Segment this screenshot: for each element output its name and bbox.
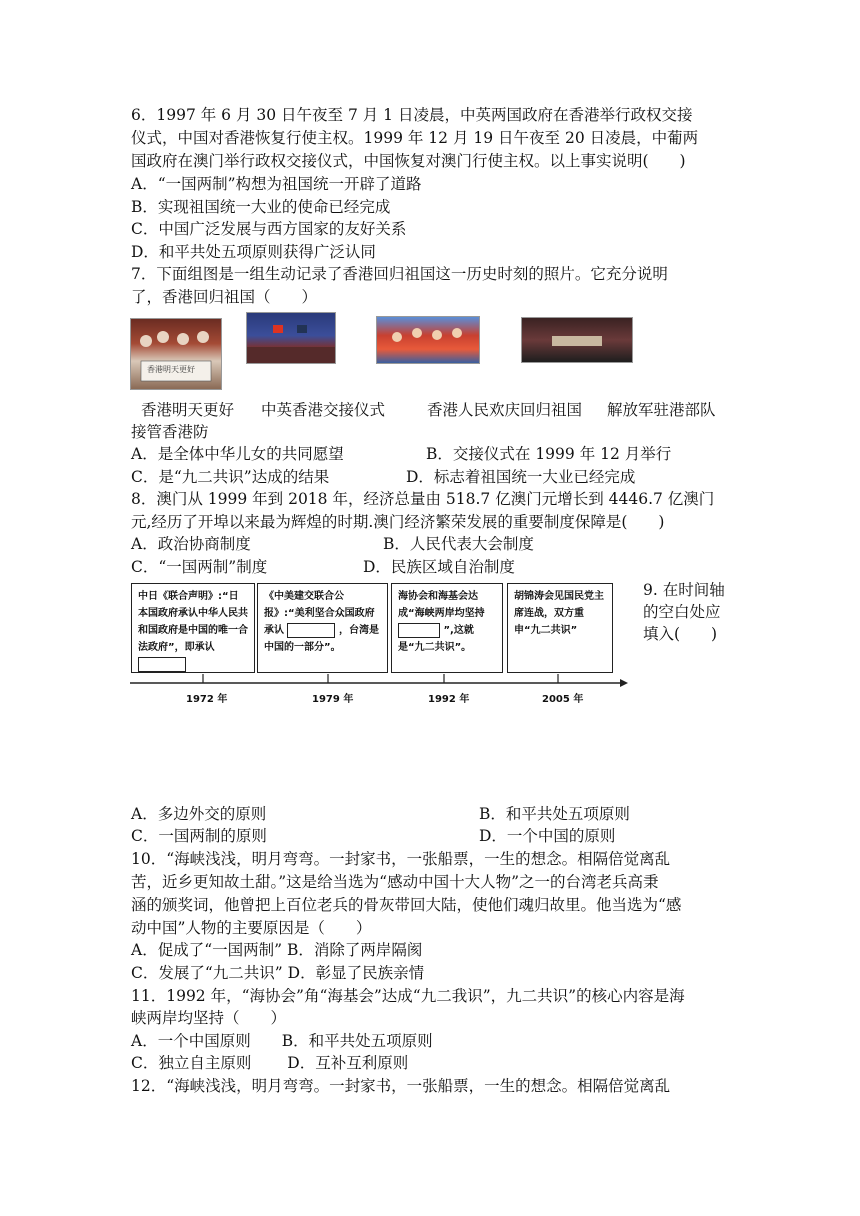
timeline-blank-1992 <box>398 623 440 638</box>
q11-options-row-1: A．一个中国原则 B．和平共处五项原则 <box>131 1032 433 1050</box>
q9-options-row-1 <box>131 803 630 825</box>
photo-sign-text: 香港明天更好 <box>147 365 195 374</box>
q12-stem-line-1: 12．“海峡浅浅，明月弯弯。一封家书，一张船票，一生的想念。相隔倍觉离乱 <box>131 1077 671 1095</box>
timeline-year-1992: 1992 年 <box>428 694 470 705</box>
caption-pla-hk-garrison: 解放军驻港部队 <box>607 401 716 419</box>
q8-stem-line-1: 8．澳门从 1999 年到 2018 年，经济总量由 518.7 亿澳门元增长到 4446.7 亿澳门 <box>131 490 715 508</box>
photo-handover-ceremony-illustration <box>247 313 335 363</box>
q7-option-a: A．是全体中华儿女的共同愿望 <box>131 445 344 463</box>
q6-stem-line-3: 国政府在澳门举行政权交接仪式，中国恢复对澳门行使主权。以上事实说明( ) <box>131 152 686 170</box>
q8-option-a: A．政治协商制度 <box>131 535 251 553</box>
q10-stem-line-2: 苦，近乡更知故土甜。”这是给当选为“感动中国十大人物”之一的台湾老兵高秉 <box>131 873 659 891</box>
timeline-blank-1972 <box>138 657 186 672</box>
timeline-box-2005 <box>507 583 613 673</box>
q8-stem-line-2: 元,经历了开埠以来最为辉煌的时期.澳门经济繁荣发展的重要制度保障是( ) <box>131 513 665 531</box>
q9-options-row-2 <box>131 825 616 847</box>
photo-hk-tomorrow-better-illustration <box>131 319 221 389</box>
caption-hk-tomorrow-better: 香港明天更好 <box>141 401 235 419</box>
timeline-2005-text: 胡锦涛会见国民党主席连战，双方重申“九二共识” <box>514 591 604 636</box>
q9-option-c: C．一国两制的原则 <box>131 827 267 845</box>
q7-options-row-1 <box>131 443 672 465</box>
caption-handover-ceremony: 中英香港交接仪式 <box>261 401 386 419</box>
q10-options-row-2: C．发展了“九二共识” D．彰显了民族亲情 <box>131 964 425 982</box>
q10-stem-line-1: 10．“海峡浅浅，明月弯弯。一封家书，一张船票，一生的想念。相隔倍觉离乱 <box>131 850 671 868</box>
q10-stem-line-3: 涵的颁奖词，他曾把上百位老兵的骨灰带回大陆，使他们魂归故里。他当选为“感 <box>131 896 682 914</box>
q9-option-b: B．和平共处五项原则 <box>479 805 630 823</box>
q7-stem-line-2: 了，香港回归祖国（ ） <box>131 288 318 306</box>
q6-option-d: D．和平共处五项原则获得广泛认同 <box>131 243 376 261</box>
timeline-year-2005: 2005 年 <box>542 694 584 705</box>
q8-options-row-1 <box>131 533 534 555</box>
photo-pla-hk-garrison <box>521 317 633 363</box>
photo-handover-ceremony <box>246 312 336 364</box>
q8-options-row-2 <box>131 556 515 578</box>
timeline-blank-1979 <box>287 623 335 638</box>
q6-stem-line-1: 6．1997 年 6 月 30 日午夜至 7 月 1 日凌晨，中英两国政府在香港举行政权交接 <box>131 106 693 124</box>
caption-continuation: 接管香港防 <box>131 423 209 441</box>
q7-options-row-2 <box>131 466 636 488</box>
q9-stem-line-2: 的空白处应 <box>643 603 721 621</box>
timeline-year-1979: 1979 年 <box>312 694 354 705</box>
q10-options-row-1: A．促成了“一国两制” B．消除了两岸隔阂 <box>131 941 423 959</box>
q8-option-d: D．民族区域自治制度 <box>363 558 515 576</box>
timeline-year-1972: 1972 年 <box>186 694 228 705</box>
timeline-box-1992 <box>391 583 503 673</box>
timeline-1972-text: 中日《联合声明》:“日本国政府承认中华人民共和国政府是中国的唯一合法政府”，即承认 <box>138 591 248 653</box>
photo-hk-tomorrow-better <box>130 318 222 390</box>
q8-option-c: C．“一国两制”制度 <box>131 558 268 576</box>
photo-hk-people-celebrate-illustration <box>377 317 479 363</box>
q10-stem-line-4: 动中国”人物的主要原因是（ ） <box>131 919 372 937</box>
q7-option-d: D．标志着祖国统一大业已经完成 <box>406 468 636 486</box>
q9-option-a: A．多边外交的原则 <box>131 805 267 823</box>
q6-stem-line-2: 仪式，中国对香港恢复行使主权。1999 年 12 月 19 日午夜至 20 日凌晨，中葡两 <box>131 129 699 147</box>
q8-option-b: B．人民代表大会制度 <box>383 535 534 553</box>
q6-option-b: B．实现祖国统一大业的使命已经完成 <box>131 198 391 216</box>
timeline-box-1972 <box>131 583 255 673</box>
caption-hk-people-celebrate: 香港人民欢庆回归祖国 <box>427 401 583 419</box>
photo-pla-hk-garrison-illustration <box>522 318 632 362</box>
q7-option-b: B．交接仪式在 1999 年 12 月举行 <box>426 445 672 463</box>
q11-stem-line-2: 峡两岸均坚持（ ） <box>131 1009 287 1027</box>
timeline-1979-text-after: ，台湾是中国的一部分”。 <box>264 625 379 653</box>
q6-option-c: C．中国广泛发展与西方国家的友好关系 <box>131 220 407 238</box>
timeline-box-1979 <box>257 583 388 673</box>
q7-stem-line-1: 7．下面组图是一组生动记录了香港回归祖国这一历史时刻的照片。它充分说明 <box>131 265 668 283</box>
timeline-1992-text-before: 海协会和海基会达成“海峡两岸均坚持 <box>398 591 485 619</box>
photo-hk-people-celebrate <box>376 316 480 364</box>
q9-stem-line-1: 9. 在时间轴 <box>643 581 725 599</box>
timeline-axis <box>128 672 633 692</box>
q11-stem-line-1: 11．1992 年，“海协会”角“海基会”达成“九二我识”，九二共识”的核心内容是海 <box>131 987 685 1005</box>
timeline-1992-text-after: ”,这就是“九二共识”。 <box>398 625 474 653</box>
q7-option-c: C．是“九二共识”达成的结果 <box>131 468 330 486</box>
q11-options-row-2: C．独立自主原则 D．互补互利原则 <box>131 1054 409 1072</box>
q9-stem-line-3: 填入( ) <box>643 625 718 643</box>
timeline-1979-text-before: 《中美建交联合公报》:“美利坚合众国政府承认 <box>264 591 375 636</box>
q6-option-a: A．“一国两制”构想为祖国统一开辟了道路 <box>131 175 422 193</box>
q9-option-d: D．一个中国的原则 <box>479 827 616 845</box>
